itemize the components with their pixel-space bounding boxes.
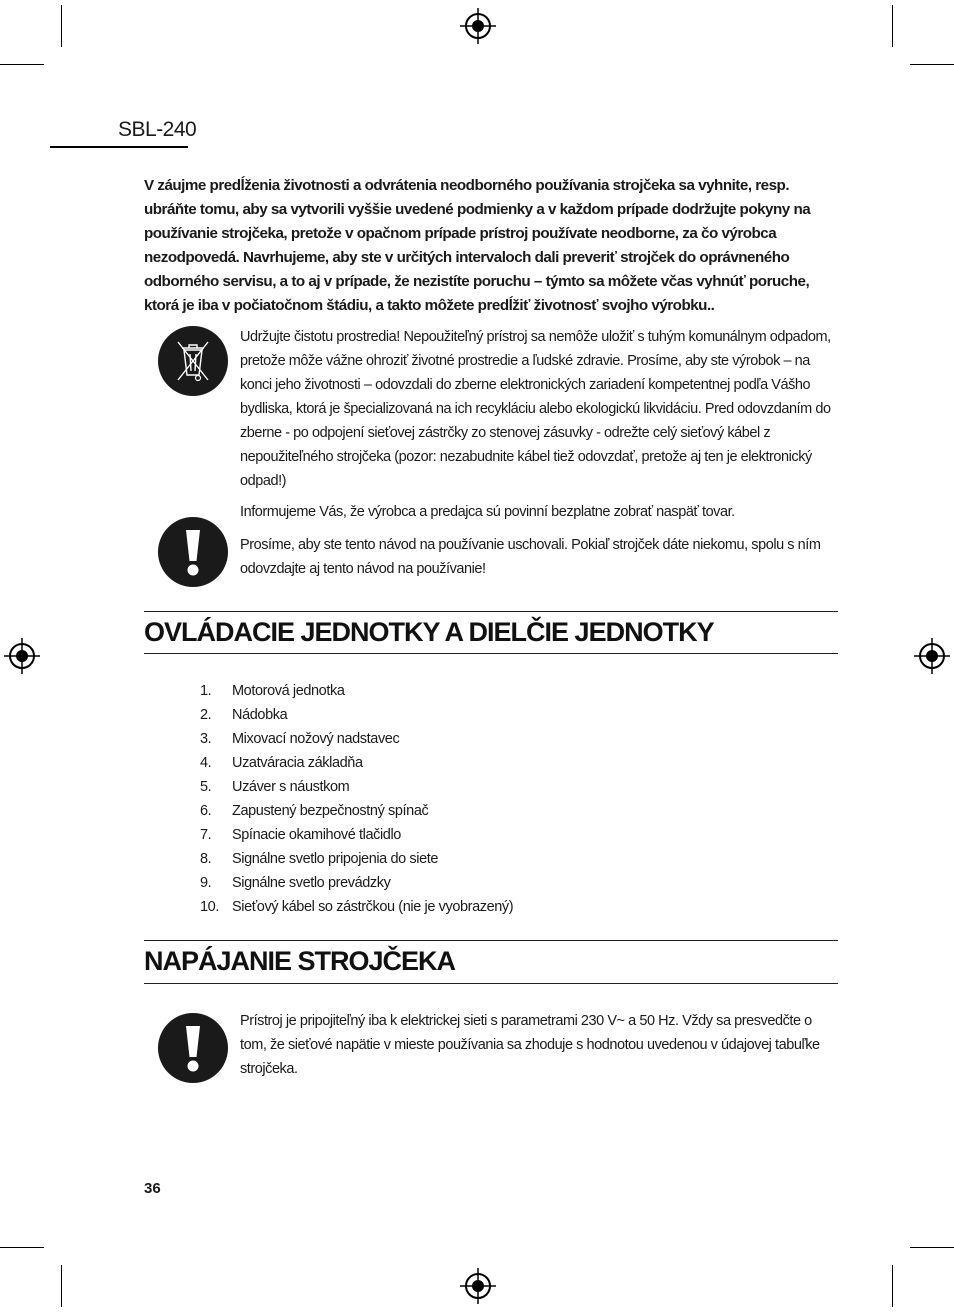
registration-mark-icon: [914, 638, 950, 674]
crop-mark: [61, 1265, 62, 1307]
registration-mark-icon: [460, 8, 496, 44]
power-paragraph: Prístroj je pripojiteľný iba k elektrickej sieti s parametrami 230 V~ a 50 Hz. Vždy sa presvedčte o tom, že sieťové napätie v mieste používania sa zhoduje s hodnotou uvedenou v údajovej tabuľke strojčeka.: [240, 1013, 820, 1077]
section-rule: [144, 940, 838, 941]
list-item: 9. Signálne svetlo prevádzky: [200, 875, 391, 891]
section-rule: [144, 983, 838, 984]
crop-mark: [0, 64, 44, 65]
list-item: 6. Zapustený bezpečnostný spínač: [200, 803, 429, 819]
parts-list: [200, 679, 513, 919]
crop-mark: [892, 1265, 893, 1307]
section-rule: [144, 653, 838, 654]
registration-mark-icon: [4, 638, 40, 674]
list-item: 7. Spínacie okamihové tlačidlo: [200, 827, 401, 843]
crossed-out-bin-icon: [158, 326, 228, 396]
section-rule: [144, 611, 838, 612]
keep-manual-paragraph: Prosíme, aby ste tento návod na používanie uschovali. Pokiaľ strojček dáte niekomu, spolu s ním odovzdajte aj tento návod na používanie!: [240, 537, 821, 577]
list-item: 8. Signálne svetlo pripojenia do siete: [200, 851, 439, 867]
section-heading: NAPÁJANIE STROJČEKA: [144, 946, 456, 976]
list-item: 4. Uzatváracia základňa: [200, 755, 363, 771]
crop-mark: [892, 5, 893, 47]
list-item: 5. Uzáver s náustkom: [200, 779, 350, 795]
return-paragraph: Informujeme Vás, že výrobca a predajca sú povinní bezplatne zobrať naspäť tovar.: [240, 504, 735, 520]
intro-paragraph: V záujme predĺženia životnosti a odvrátenia neodborného používania strojčeka sa vyhnite, resp. ubráňte tomu, aby sa vytvorili vyššie uvedené podmienky a v každom prípade dodržujte pokyny na používanie strojčeka, pretože v opačnom prípade prístroj používate neodborne, za čo výrobca nezodpovedá. Navrhujeme, aby ste v určitých intervaloch dali preveriť strojček do oprávneného odborného servisu, a to aj v prípade, že nezistíte poruchu – týmto sa môžete včas vyhnúť poruche, ktorá je iba v počiatočnom štádiu, a takto môžete predĺžiť životnosť svojho výrobku..: [144, 177, 811, 314]
page-number: 36: [144, 1180, 161, 1197]
crop-mark: [0, 1247, 44, 1248]
recycle-paragraph: Udržujte čistotu prostredia! Nepoužiteľný prístroj sa nemôže uložiť s tuhým komunálnym odpadom, pretože môže vážne ohroziť životné prostredie a ľudské zdravie. Prosíme, aby ste výrobok – na konci jeho životnosti – odovzdali do zberne elektronických zariadení kompetentnej podľa Vášho bydliska, ktorá je špecializovaná na ich recykláciu alebo ekologickú likvidáciu. Pred odovzdaním do zberne - po odpojení sieťovej zástrčky zo stenovej zásuvky - odrežte celý sieťový kábel z nepoužiteľného strojčeka (pozor: nezabudnite kábel tiež odovzdať, pretože aj ten je elektronický odpad!): [240, 329, 831, 489]
crop-mark: [910, 64, 954, 65]
model-name: SBL-240: [118, 118, 197, 141]
registration-mark-icon: [460, 1268, 496, 1304]
list-item: 2. Nádobka: [200, 707, 288, 723]
crop-mark: [61, 5, 62, 47]
list-item: 10. Sieťový kábel so zástrčkou (nie je vyobrazený): [200, 899, 514, 915]
list-item: 3. Mixovací nožový nadstavec: [200, 731, 400, 747]
model-underline: [50, 146, 188, 148]
exclamation-icon: [158, 1013, 228, 1083]
section-heading: OVLÁDACIE JEDNOTKY A DIELČIE JEDNOTKY: [144, 617, 714, 647]
exclamation-icon: [158, 517, 228, 587]
list-item: 1. Motorová jednotka: [200, 683, 345, 699]
crop-mark: [910, 1247, 954, 1248]
